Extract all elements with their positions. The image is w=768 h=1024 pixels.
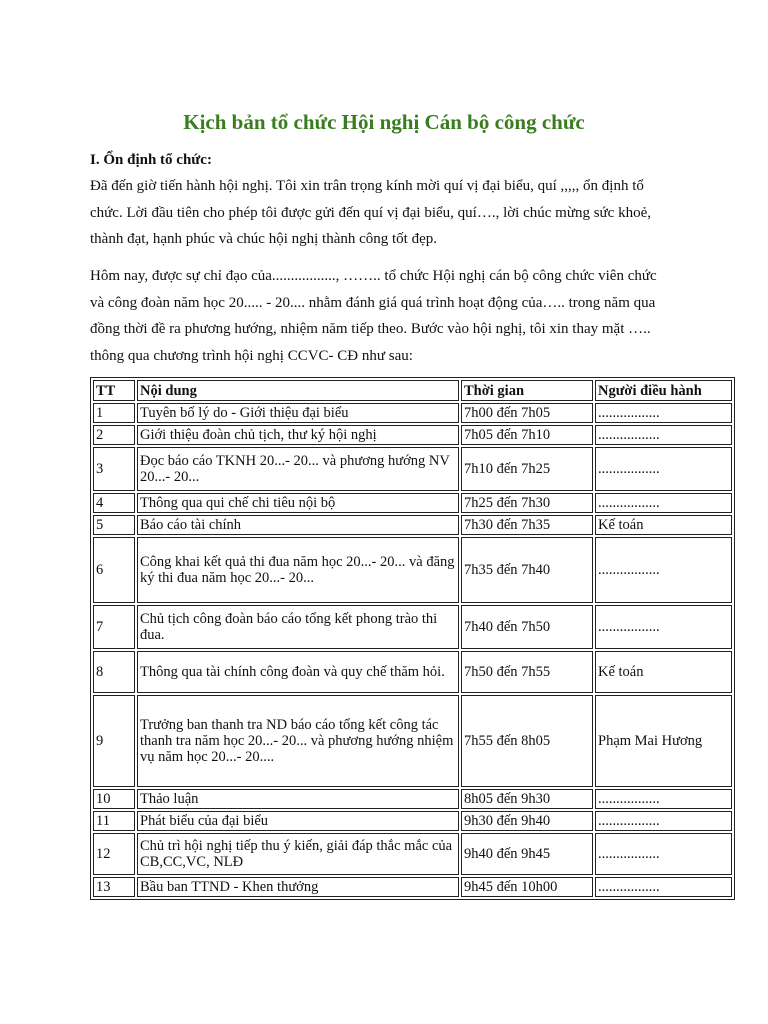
row-person: .................: [595, 403, 732, 423]
row-content: Chủ trì hội nghị tiếp thu ý kiến, giải đáp thắc mắc của CB,CC,VC, NLĐ: [137, 833, 459, 875]
header-time: Thời gian: [461, 380, 593, 401]
row-person: Kế toán: [595, 515, 732, 535]
row-time: 7h35 đến 7h40: [461, 537, 593, 603]
program-schedule-table: [90, 377, 735, 900]
table-row: [93, 605, 732, 649]
row-number: 4: [93, 493, 135, 513]
row-person: .................: [595, 789, 732, 809]
table-row: [93, 789, 732, 809]
table-row: [93, 447, 732, 491]
table-row: [93, 425, 732, 445]
table-row: [93, 811, 732, 831]
header-content: Nội dung: [137, 380, 459, 401]
opening-paragraph: Đã đến giờ tiến hành hội nghị. Tôi xin trân trọng kính mời quí vị đại biểu, quí ,,,,, ổn định tổ chức. Lời đầu tiên cho phép tôi được gửi đến quí vị đại biểu, quí…., lời chúc mừng sức khoẻ, thành đạt, hạnh phúc và chúc hội nghị thành công tốt đẹp.: [90, 178, 651, 247]
table-row: [93, 493, 732, 513]
row-content: Đọc báo cáo TKNH 20...- 20... và phương hướng NV 20...- 20...: [137, 447, 459, 491]
header-person: Người điều hành: [595, 380, 732, 401]
row-time: 7h50 đến 7h55: [461, 651, 593, 693]
row-number: 7: [93, 605, 135, 649]
row-person: .................: [595, 877, 732, 897]
row-number: 13: [93, 877, 135, 897]
row-number: 10: [93, 789, 135, 809]
row-number: 3: [93, 447, 135, 491]
row-time: 7h00 đến 7h05: [461, 403, 593, 423]
row-time: 7h55 đến 8h05: [461, 695, 593, 787]
table-row: [93, 651, 732, 693]
table-row: [93, 877, 732, 897]
row-number: 9: [93, 695, 135, 787]
row-time: 9h45 đến 10h00: [461, 877, 593, 897]
row-number: 2: [93, 425, 135, 445]
row-content: Thông qua qui chế chi tiêu nội bộ: [137, 493, 459, 513]
row-person: .................: [595, 493, 732, 513]
row-content: Tuyên bố lý do - Giới thiệu đại biểu: [137, 403, 459, 423]
row-time: 7h40 đến 7h50: [461, 605, 593, 649]
row-content: Thông qua tài chính công đoàn và quy chế thăm hỏi.: [137, 651, 459, 693]
row-time: 7h10 đến 7h25: [461, 447, 593, 491]
row-content: Giới thiệu đoàn chủ tịch, thư ký hội nghị: [137, 425, 459, 445]
table-row: [93, 403, 732, 423]
row-person: .................: [595, 425, 732, 445]
row-content: Báo cáo tài chính: [137, 515, 459, 535]
row-content: Thảo luận: [137, 789, 459, 809]
row-content: Trưởng ban thanh tra ND báo cáo tổng kết công tác thanh tra năm học 20...- 20... và phương hướng nhiệm vụ năm học 20...- 20....: [137, 695, 459, 787]
row-person: .................: [595, 811, 732, 831]
row-number: 5: [93, 515, 135, 535]
table-header-row: [93, 380, 732, 401]
row-content: Bầu ban TTND - Khen thưởng: [137, 877, 459, 897]
row-person: Kế toán: [595, 651, 732, 693]
section-heading: I. Ổn định tổ chức:: [90, 152, 212, 168]
row-time: 9h40 đến 9h45: [461, 833, 593, 875]
row-number: 12: [93, 833, 135, 875]
row-time: 9h30 đến 9h40: [461, 811, 593, 831]
table-row: [93, 833, 732, 875]
row-content: Chủ tịch công đoàn báo cáo tổng kết phong trào thi đua.: [137, 605, 459, 649]
row-number: 1: [93, 403, 135, 423]
row-content: Phát biểu của đại biểu: [137, 811, 459, 831]
document-title: Kịch bản tổ chức Hội nghị Cán bộ công chức: [183, 110, 585, 134]
row-number: 8: [93, 651, 135, 693]
row-time: 7h25 đến 7h30: [461, 493, 593, 513]
table-row: [93, 515, 732, 535]
row-time: 8h05 đến 9h30: [461, 789, 593, 809]
row-number: 6: [93, 537, 135, 603]
row-time: 7h05 đến 7h10: [461, 425, 593, 445]
row-person: .................: [595, 447, 732, 491]
row-person: .................: [595, 605, 732, 649]
row-person: .................: [595, 833, 732, 875]
row-content: Công khai kết quả thi đua năm học 20...- 20... và đăng ký thi đua năm học 20...- 20...: [137, 537, 459, 603]
table-row: [93, 537, 732, 603]
row-time: 7h30 đến 7h35: [461, 515, 593, 535]
row-number: 11: [93, 811, 135, 831]
row-person: Phạm Mai Hương: [595, 695, 732, 787]
program-intro-paragraph: Hôm nay, được sự chỉ đạo của................., …….. tổ chức Hội nghị cán bộ công chức viên chức và công đoàn năm học 20..... - 20.... nhằm đánh giá quá trình hoạt động của….. trong năm qua đồng thời đề ra phương hướng, nhiệm năm tiếp theo. Bước vào hội nghị, tôi xin thay mặt ….. thông qua chương trình hội nghị CCVC- CĐ như sau:: [90, 268, 657, 364]
header-tt: TT: [93, 380, 135, 401]
row-person: .................: [595, 537, 732, 603]
table-row: [93, 695, 732, 787]
